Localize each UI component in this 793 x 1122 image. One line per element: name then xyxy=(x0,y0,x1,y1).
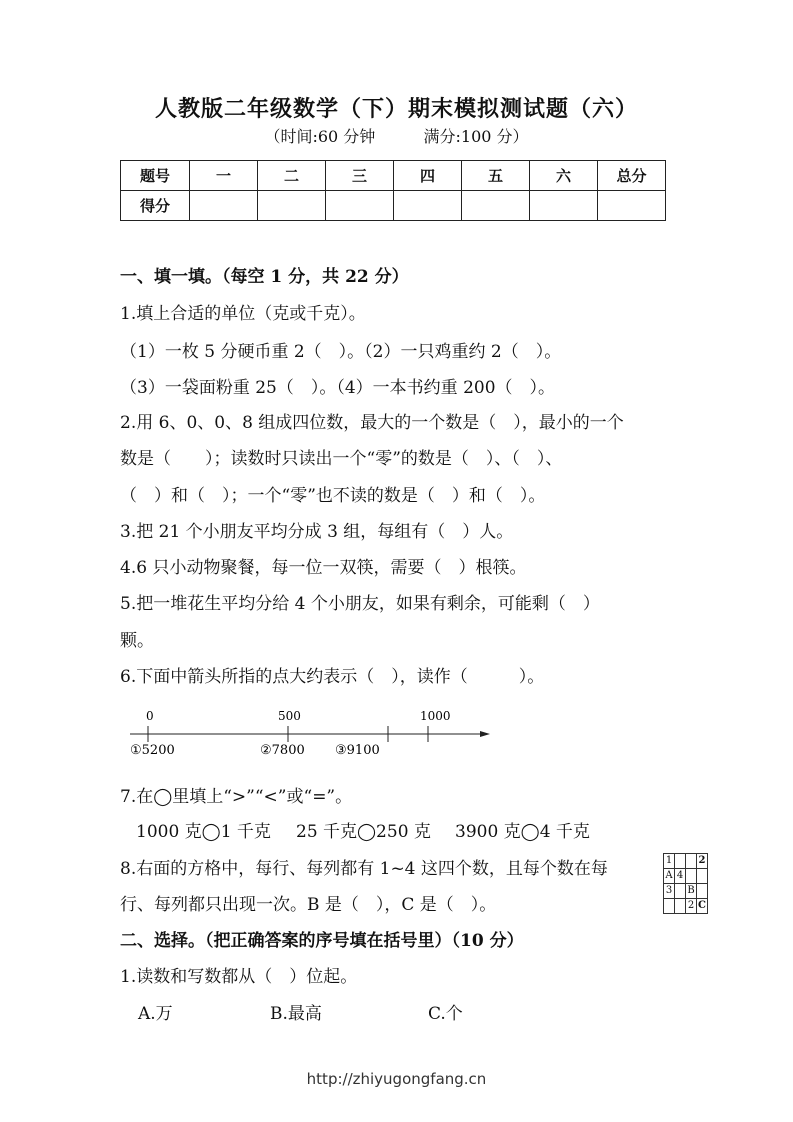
question-line: （3）一袋面粉重 25（ ）。（4）一本书约重 200（ ）。 xyxy=(120,378,556,398)
question-line: 行、每列都只出现一次。B 是（ ），C 是（ ）。 xyxy=(120,895,497,915)
score-input-cell[interactable] xyxy=(326,191,394,221)
compare-item: 1000 克◯1 千克 xyxy=(136,822,271,842)
table-cell: 二 xyxy=(258,161,326,191)
tick-label: 1000 xyxy=(420,709,451,723)
time-limit: （时间:60 分钟 xyxy=(264,127,376,146)
grid-cell: 3 xyxy=(664,884,675,899)
option-label: ①5200 xyxy=(130,743,175,758)
question-line: （ ）和（ ）；一个“零”也不读的数是（ ）和（ ）。 xyxy=(120,486,546,506)
grid-cell: 1 xyxy=(664,854,675,869)
choice-option: A.万 xyxy=(138,1004,173,1024)
score-input-cell[interactable] xyxy=(190,191,258,221)
grid-cell xyxy=(675,884,686,899)
option-label: ②7800 xyxy=(260,743,305,758)
compare-item: 25 千克◯250 克 xyxy=(296,822,431,842)
question-line: 数是（ ）；读数时只读出一个“零”的数是（ ）、（ ）、 xyxy=(120,449,563,469)
grid-cell: 2 xyxy=(697,854,708,869)
question-line: 2.用 6、0、0、8 组成四位数，最大的一个数是（ ），最小的一个 xyxy=(120,413,624,433)
choice-option: C.个 xyxy=(428,1004,463,1024)
footer-url: http://zhiyugongfang.cn xyxy=(306,1070,487,1088)
question-line: （1）一枚 5 分硬币重 2（ ）。（2）一只鸡重约 2（ ）。 xyxy=(120,342,562,362)
question-line: 8.右面的方格中，每行、每列都有 1~4 这四个数，且每个数在每 xyxy=(120,859,608,879)
section1-heading: 一、填一填。（每空 1 分，共 22 分） xyxy=(120,267,409,287)
section2-heading: 二、选择。（把正确答案的序号填在括号里）（10 分） xyxy=(120,931,524,951)
number-line xyxy=(120,700,500,762)
table-row xyxy=(121,161,666,191)
choice-option: B.最高 xyxy=(270,1004,322,1024)
number-grid xyxy=(663,853,708,914)
table-cell: 一 xyxy=(190,161,258,191)
grid-cell: A xyxy=(664,869,675,884)
grid-cell xyxy=(686,854,697,869)
question-line: 4.6 只小动物聚餐，每一位一双筷，需要（ ）根筷。 xyxy=(120,558,527,578)
grid-cell: B xyxy=(686,884,697,899)
grid-cell: C xyxy=(697,899,708,914)
score-input-cell[interactable] xyxy=(530,191,598,221)
tick-label: 0 xyxy=(146,709,154,723)
question-line: 7.在◯里填上“>”“<”或“=”。 xyxy=(120,787,353,807)
table-cell: 四 xyxy=(394,161,462,191)
score-input-cell[interactable] xyxy=(258,191,326,221)
table-cell: 得分 xyxy=(121,191,190,221)
grid-cell xyxy=(675,854,686,869)
table-cell: 三 xyxy=(326,161,394,191)
question-line: 1.读数和写数都从（ ）位起。 xyxy=(120,967,358,987)
compare-item: 3900 克◯4 千克 xyxy=(455,822,590,842)
grid-cell: 2 xyxy=(686,899,697,914)
score-input-cell[interactable] xyxy=(598,191,666,221)
table-cell: 五 xyxy=(462,161,530,191)
grid-cell xyxy=(675,899,686,914)
full-score: 满分:100 分） xyxy=(423,127,529,146)
grid-cell: 4 xyxy=(675,869,686,884)
question-line: 1.填上合适的单位（克或千克）。 xyxy=(120,304,366,324)
question-line: 5.把一堆花生平均分给 4 个小朋友，如果有剩余，可能剩（ ） xyxy=(120,594,600,614)
grid-cell xyxy=(686,869,697,884)
page-subtitle xyxy=(0,124,793,147)
score-table xyxy=(120,160,666,221)
grid-cell xyxy=(697,869,708,884)
question-line: 颗。 xyxy=(120,631,154,651)
grid-cell xyxy=(697,884,708,899)
question-line: 6.下面中箭头所指的点大约表示（ ），读作（ ）。 xyxy=(120,667,545,687)
arrow-icon xyxy=(480,731,490,737)
score-input-cell[interactable] xyxy=(462,191,530,221)
score-input-cell[interactable] xyxy=(394,191,462,221)
table-row xyxy=(121,191,666,221)
question-line: 3.把 21 个小朋友平均分成 3 组，每组有（ ）人。 xyxy=(120,522,514,542)
table-cell: 六 xyxy=(530,161,598,191)
page-title: 人教版二年级数学（下）期末模拟测试题（六） xyxy=(154,96,638,122)
table-cell: 题号 xyxy=(121,161,190,191)
tick-label: 500 xyxy=(278,709,301,723)
table-cell: 总分 xyxy=(598,161,666,191)
option-label: ③9100 xyxy=(335,743,380,758)
grid-cell xyxy=(664,899,675,914)
